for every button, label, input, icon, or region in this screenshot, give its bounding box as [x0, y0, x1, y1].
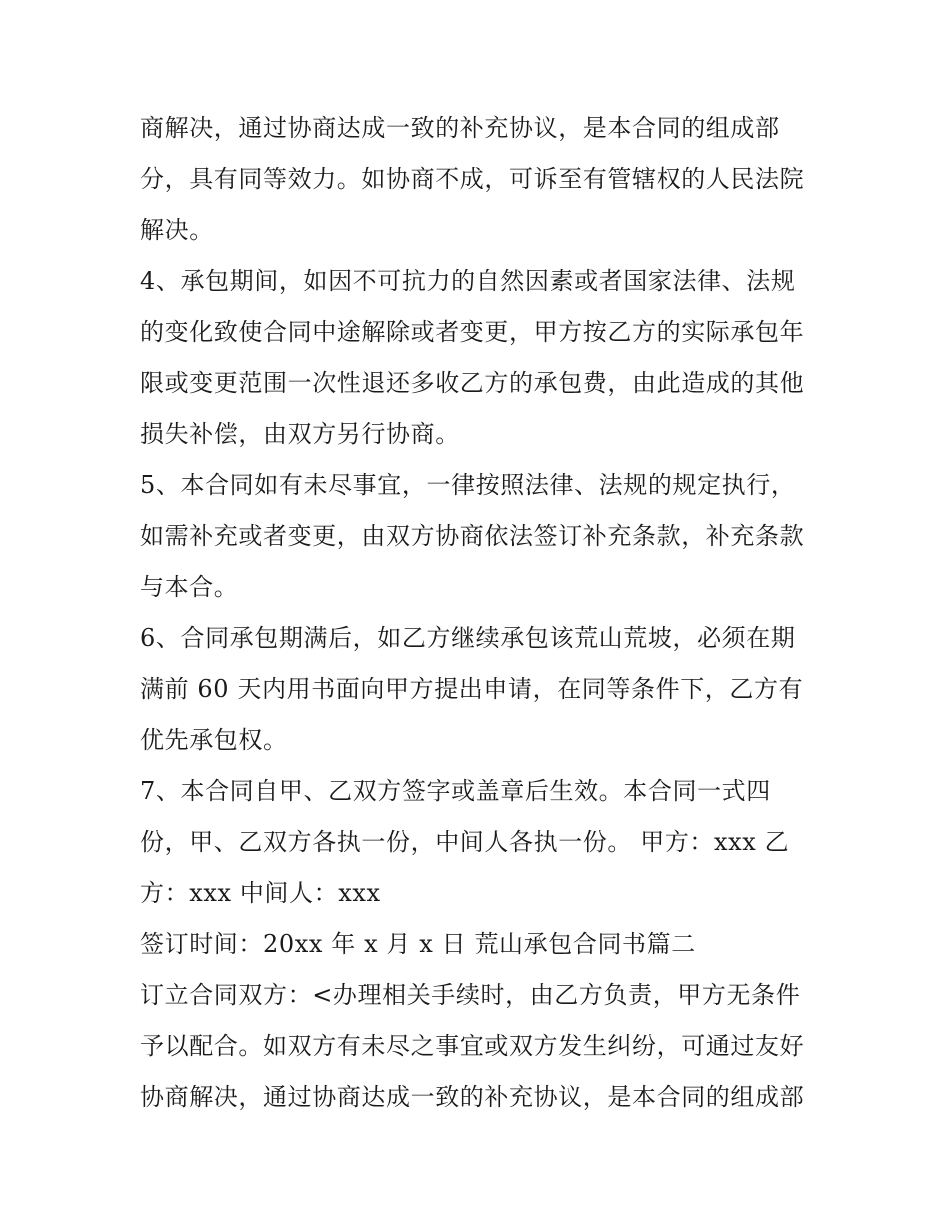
text-line: 分，具有同等效力。如协商不成，可诉至有管辖权的人民法院	[140, 165, 805, 193]
text-line: 4、承包期间，如因不可抗力的自然因素或者国家法律、法规	[140, 267, 796, 295]
text-line: 予以配合。如双方有未尽之事宜或双方发生纠纷，可通过友好	[140, 1032, 805, 1060]
text-line: 商解决，通过协商达成一致的补充协议，是本合同的组成部	[140, 114, 780, 142]
text-line: 限或变更范围一次性退还多收乙方的承包费，由此造成的其他	[140, 369, 805, 397]
text-line: 订立合同双方：<办理相关手续时，由乙方负责，甲方无条件	[140, 981, 801, 1009]
text-line: 签订时间：20xx 年 x 月 x 日 荒山承包合同书篇二	[140, 930, 696, 958]
text-line: 满前 60 天内用书面向甲方提出申请，在同等条件下，乙方有	[140, 675, 804, 703]
text-line: 解决。	[140, 216, 214, 244]
text-line: 7、本合同自甲、乙双方签字或盖章后生效。本合同一式四	[140, 777, 771, 805]
text-line: 的变化致使合同中途解除或者变更，甲方按乙方的实际承包年	[140, 318, 805, 346]
text-line: 优先承包权。	[140, 726, 288, 754]
text-line: 5、本合同如有未尽事宜，一律按照法律、法规的规定执行，	[140, 471, 796, 499]
text-line: 损失补偿，由双方另行协商。	[140, 420, 460, 448]
text-line: 如需补充或者变更，由双方协商依法签订补充条款，补充条款	[140, 522, 805, 550]
text-line: 6、合同承包期满后，如乙方继续承包该荒山荒坡，必须在期	[140, 624, 796, 652]
text-line: 份，甲、乙双方各执一份，中间人各执一份。 甲方：xxx 乙	[140, 828, 790, 856]
text-line: 协商解决，通过协商达成一致的补充协议，是本合同的组成部	[140, 1083, 805, 1111]
text-line: 与本合。	[140, 573, 239, 601]
text-line: 方：xxx 中间人：xxx	[140, 879, 381, 907]
